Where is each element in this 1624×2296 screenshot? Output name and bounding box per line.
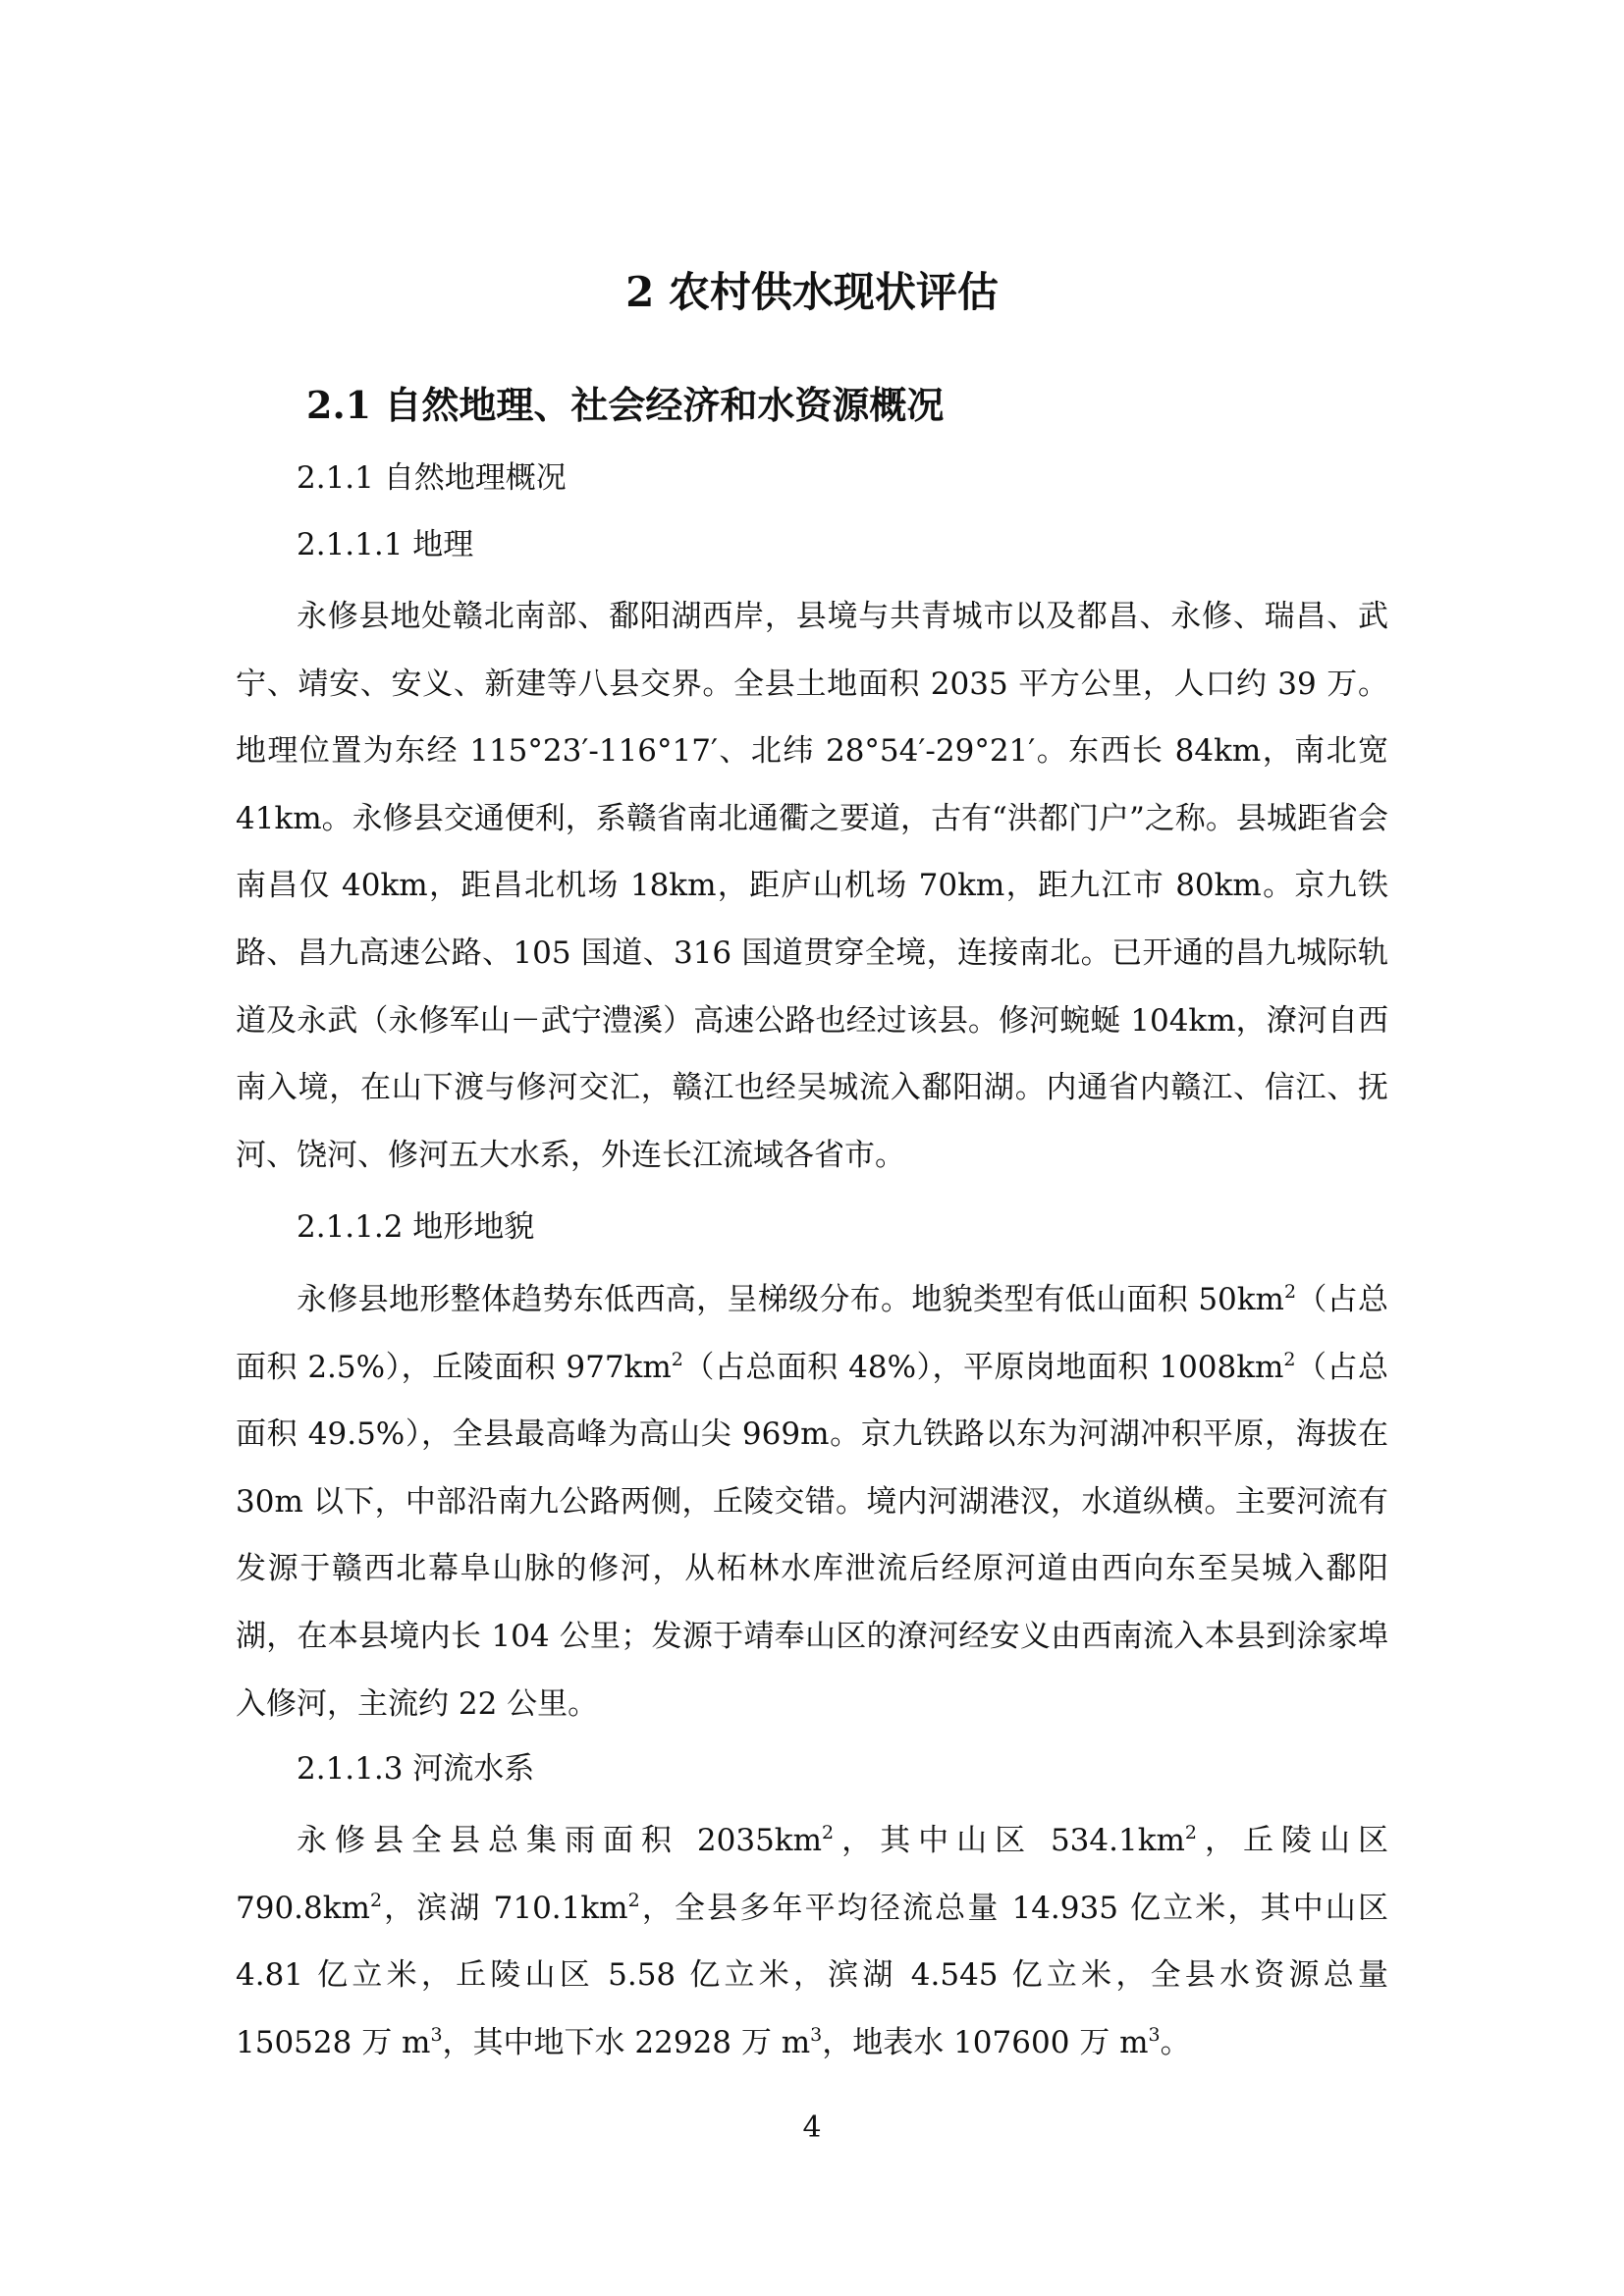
superscript: 3 (1148, 2023, 1161, 2046)
chapter-title: 2 农村供水现状评估 (625, 268, 999, 316)
superscript: 2 (1283, 1348, 1296, 1370)
rivers-text-8: 。 (1160, 2024, 1191, 2060)
rivers-text-2: ，其中山区 534.1km (834, 1823, 1185, 1858)
superscript: 2 (821, 1822, 835, 1843)
terrain-text-4: （占总面积 49.5%），全县最高峰为高山尖 969m。京九铁路以东为河湖冲积平原，海拔在 30m 以下，中部沿南九公路两侧，丘陵交错。境内河湖港汊，水道纵横。主要河流有发源于赣西北幕阜山脉的修河，从柘林水库泄流后经原河道由西向东至吴城入鄱阳湖，在本县境内长 104 公里；发源于靖奉山区的潦河经安义由西南流入本县到涂家埠入修河，主流约 22 公里。 (236, 1349, 1388, 1722)
geography-heading: 2.1.1.1 地理 (297, 527, 474, 562)
superscript: 2 (369, 1889, 383, 1911)
geography-paragraph: 永修县地处赣北南部、鄱阳湖西岸，县境与共青城市以及都昌、永修、瑞昌、武宁、靖安、安义、新建等八县交界。全县土地面积 2035 平方公里，人口约 39 万。地理位置为东经 115°23′-116°17′、北纬 28°54′-29°21′。东西长 84km，南北宽 41km。永修县交通便利，系赣省南北通衢之要道，古有“洪都门户”之称。县城距省会南昌仅 40km，距昌北机场 18km，距庐山机场 70km，距九江市 80km。京九铁路、昌九高速公路、105 国道、316 国道贯穿全境，连接南北。已开通的昌九城际轨道及永武（永修军山－武宁澧溪）高速公路也经过该县。修河蜿蜒 104km，潦河自西南入境，在山下渡与修河交汇，赣江也经吴城流入鄱阳湖。内通省内赣江、信江、抚河、饶河、修河五大水系，外连长江流域各省市。 (236, 599, 1388, 1173)
terrain-paragraph (236, 1266, 1388, 1737)
superscript: 3 (430, 2023, 443, 2046)
superscript: 2 (627, 1889, 640, 1911)
terrain-text-1: 永修县地形整体趋势东低西高，呈梯级分布。地貌类型有低山面积 50km (297, 1282, 1284, 1317)
page-number: 4 (802, 2110, 822, 2145)
rivers-text-3: ，丘陵山区 790.8km (236, 1823, 1389, 1926)
rivers-paragraph (236, 1807, 1388, 2076)
rivers-heading: 2.1.1.3 河流水系 (297, 1751, 535, 1787)
rivers-text-7: ，地表水 107600 万 m (822, 2024, 1149, 2060)
superscript: 2 (1184, 1822, 1197, 1843)
section-title: 2.1 自然地理、社会经济和水资源概况 (306, 383, 945, 427)
subsection-heading: 2.1.1 自然地理概况 (297, 460, 567, 496)
superscript: 2 (1283, 1281, 1297, 1303)
rivers-text-1: 永修县全县总集雨面积 2035km (297, 1823, 822, 1858)
terrain-heading: 2.1.1.2 地形地貌 (297, 1209, 535, 1245)
superscript: 2 (671, 1348, 683, 1370)
terrain-text-3: （占总面积 48%），平原岗地面积 1008km (682, 1349, 1284, 1385)
superscript: 3 (810, 2023, 823, 2046)
terrain-text-2: （占总面积 2.5%），丘陵面积 977km (236, 1282, 1388, 1385)
rivers-text-5: ，全县多年平均径流总量 14.935 亿立米，其中山区 4.81 亿立米，丘陵山区 5.58 亿立米，滨湖 4.545 亿立米，全县水资源总量 150528 万 m (236, 1890, 1389, 2060)
rivers-text-4: ，滨湖 710.1km (382, 1890, 628, 1926)
rivers-text-6: ，其中地下水 22928 万 m (442, 2024, 811, 2060)
